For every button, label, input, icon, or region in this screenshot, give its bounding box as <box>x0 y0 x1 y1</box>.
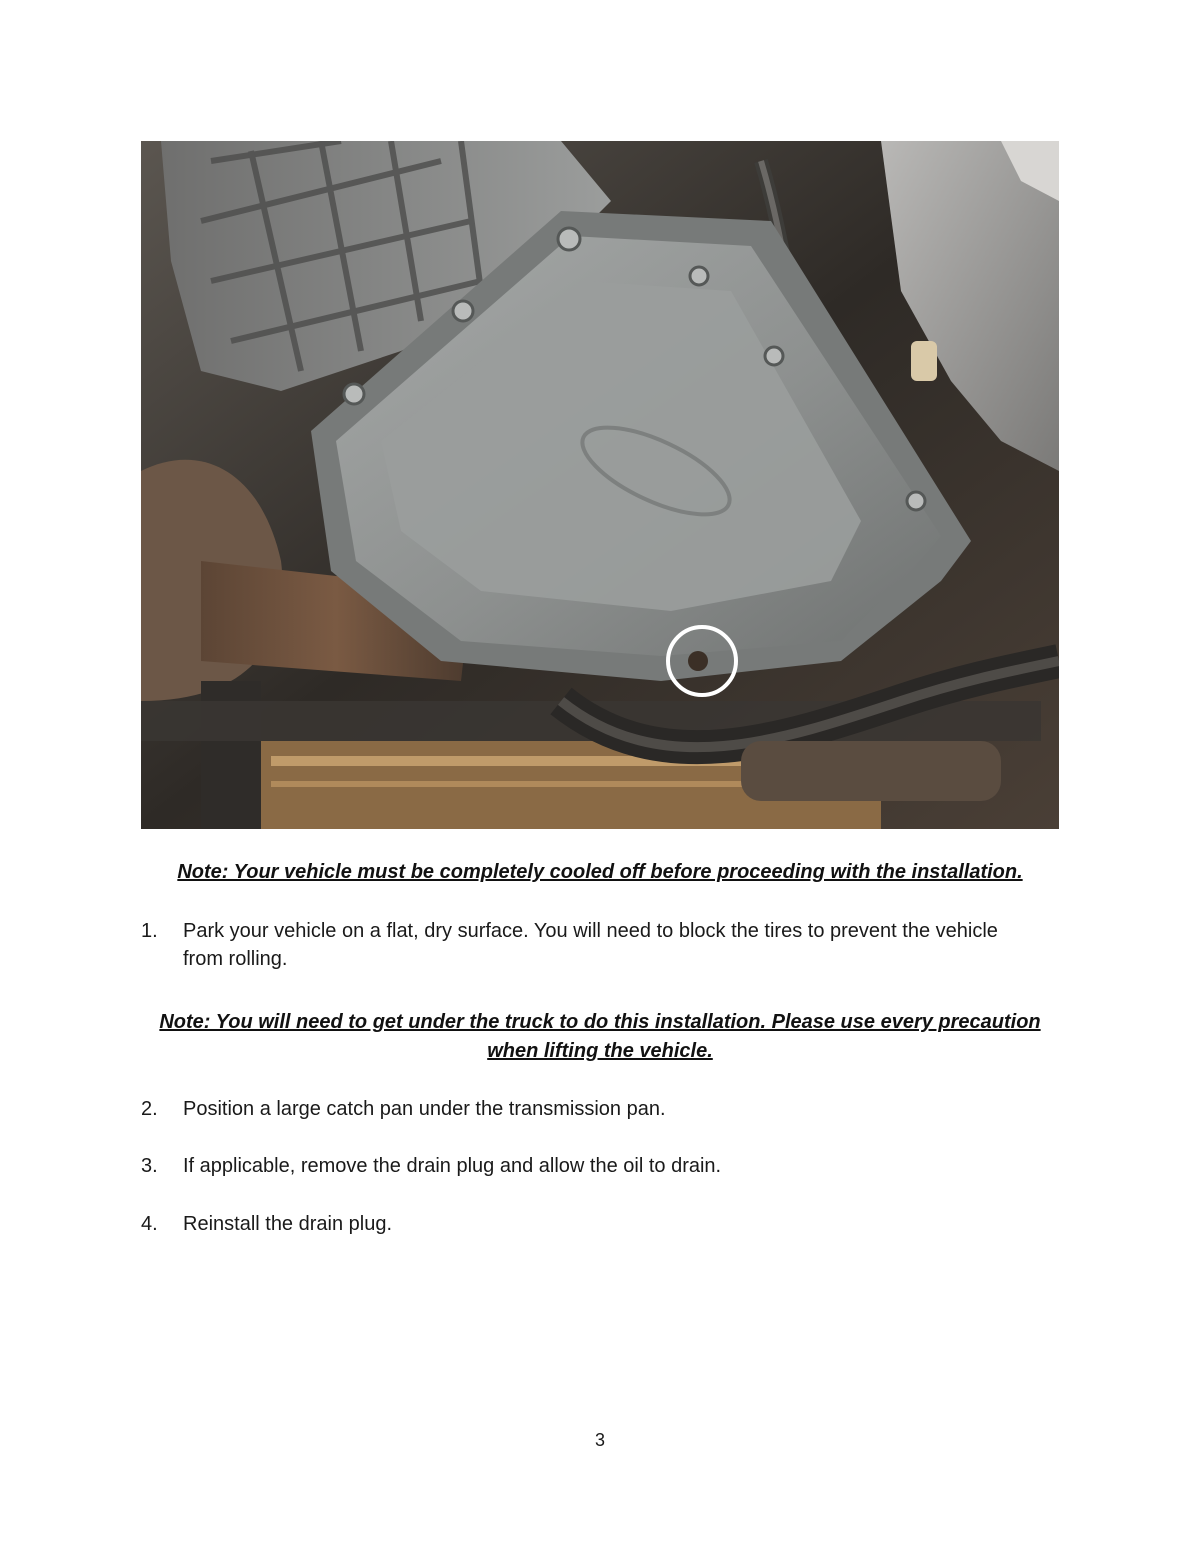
step-number: 1. <box>141 920 158 942</box>
transmission-pan-illustration <box>141 141 1059 829</box>
step-text: Position a large catch pan under the transmission pan. <box>183 1098 666 1120</box>
step-item <box>141 1210 1059 1238</box>
step-text: Park your vehicle on a flat, dry surface. You will need to block the tires to prevent the vehicle from rolling. <box>183 920 998 970</box>
step-number: 4. <box>141 1213 158 1235</box>
transmission-pan-photo <box>141 141 1059 829</box>
cooled-off-note: Note: Your vehicle must be completely cooled off before proceeding with the installation. <box>177 861 1023 883</box>
step-item <box>141 1152 1059 1180</box>
step-item <box>141 1095 1059 1123</box>
step-number: 3. <box>141 1155 158 1177</box>
step-text: If applicable, remove the drain plug and allow the oil to drain. <box>183 1155 722 1177</box>
step-item <box>141 917 1059 973</box>
lifting-precaution-note: Note: You will need to get under the truck to do this installation. Please use every precaution when lifting the vehicle. <box>159 1011 1041 1062</box>
step-text: Reinstall the drain plug. <box>183 1213 393 1235</box>
step-number: 2. <box>141 1098 158 1120</box>
page-number: 3 <box>594 1430 605 1450</box>
